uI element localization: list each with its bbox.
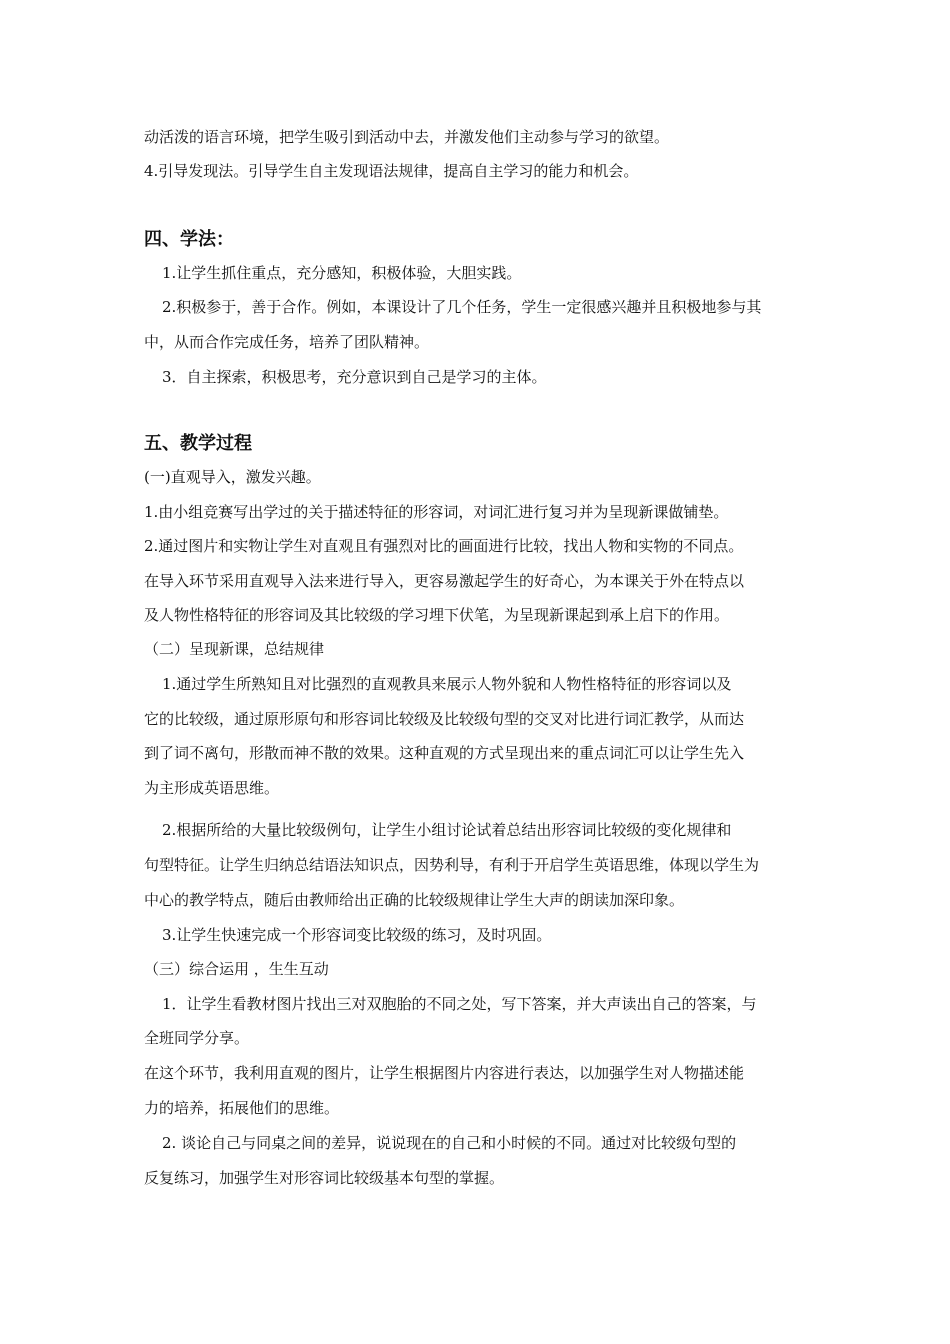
paragraph-line: 2.根据所给的大量比较级例句，让学生小组讨论试着总结出形容词比较级的变化规律和: [162, 821, 732, 839]
paragraph-line: 及人物性格特征的形容词及其比较级的学习埋下伏笔，为呈现新课起到承上启下的作用。: [144, 606, 730, 624]
paragraph-line: 1．让学生看教材图片找出三对双胞胎的不同之处，写下答案，并大声读出自己的答案，与: [162, 995, 757, 1013]
paragraph-line: 在这个环节，我利用直观的图片，让学生根据图片内容进行表达，以加强学生对人物描述能: [144, 1064, 745, 1082]
subsection-title: (一)直观导入，激发兴趣。: [144, 468, 321, 486]
paragraph-line: 1.让学生抓住重点，充分感知，积极体验，大胆实践。: [162, 264, 522, 282]
subsection-title: （三）综合运用 ，生生互动: [144, 960, 329, 978]
paragraph-line: 句型特征。让学生归纳总结语法知识点，因势利导，有利于开启学生英语思维，体现以学生为: [144, 856, 760, 874]
paragraph-line: 中，从而合作完成任务，培养了团队精神。: [144, 333, 430, 351]
paragraph-line: 到了词不离句，形散而神不散的效果。这种直观的方式呈现出来的重点词汇可以让学生先入: [144, 744, 745, 762]
paragraph-line: 它的比较级，通过原形原句和形容词比较级及比较级句型的交叉对比进行词汇教学，从而达: [144, 710, 745, 728]
paragraph-line: 3．自主探索，积极思考，充分意识到自己是学习的主体。: [162, 368, 547, 386]
paragraph-line: 2.通过图片和实物让学生对直观且有强烈对比的画面进行比较，找出人物和实物的不同点。: [144, 537, 744, 555]
section-heading-study-methods: 四、学法：: [144, 229, 234, 250]
paragraph-line: 2.积极参于，善于合作。例如，本课设计了几个任务，学生一定很感兴趣并且积极地参与其: [162, 298, 762, 316]
section-heading-teaching-process: 五、教学过程: [144, 433, 252, 454]
paragraph-line: 2. 谈论自己与同桌之间的差异，说说现在的自己和小时候的不同。通过对比较级句型的: [162, 1134, 737, 1152]
paragraph-line: 1.由小组竞赛写出学过的关于描述特征的形容词，对词汇进行复习并为呈现新课做铺垫。: [144, 503, 729, 521]
paragraph-line: 中心的教学特点，随后由教师给出正确的比较级规律让学生大声的朗读加深印象。: [144, 891, 685, 909]
paragraph-line: 反复练习，加强学生对形容词比较级基本句型的掌握。: [144, 1169, 505, 1187]
paragraph-line: 在导入环节采用直观导入法来进行导入，更容易激起学生的好奇心，为本课关于外在特点以: [144, 572, 745, 590]
paragraph-line: 为主形成英语思维。: [144, 779, 280, 797]
paragraph-line: 4.引导发现法。引导学生自主发现语法规律，提高自主学习的能力和机会。: [144, 162, 639, 180]
paragraph-line: 全班同学分享。: [144, 1029, 250, 1047]
paragraph-line: 3.让学生快速完成一个形容词变比较级的练习，及时巩固。: [162, 926, 552, 944]
paragraph-line: 力的培养，拓展他们的思维。: [144, 1099, 340, 1117]
paragraph-line: 1.通过学生所熟知且对比强烈的直观教具来展示人物外貌和人物性格特征的形容词以及: [162, 675, 732, 693]
subsection-title: （二）呈现新课，总结规律: [144, 640, 325, 658]
paragraph-line: 动活泼的语言环境，把学生吸引到活动中去，并激发他们主动参与学习的欲望。: [144, 128, 670, 146]
